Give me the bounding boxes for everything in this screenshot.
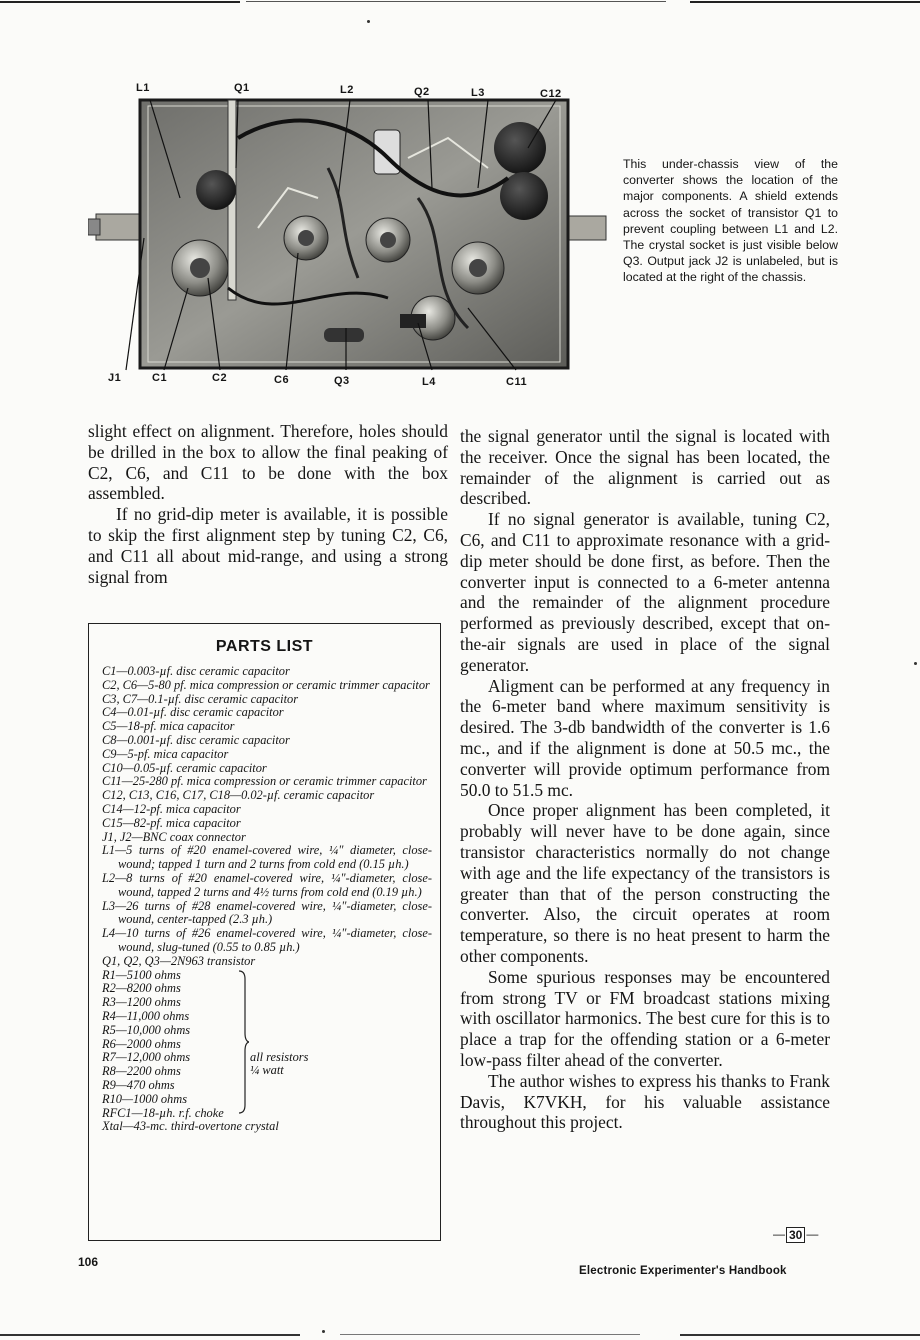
print-speck	[322, 1330, 325, 1333]
left-column	[88, 421, 448, 587]
right-paragraph: the signal generator until the signal is located with the receiver. Once the signal has been located, the remainder of the alignment is carried out as described.	[460, 426, 830, 509]
running-footer: Electronic Experimenter's Handbook	[579, 1265, 787, 1277]
parts-item: C2, C6—5-80 pf. mica compression or ceramic trimmer capacitor	[102, 677, 430, 692]
label-l3: L3	[471, 87, 485, 99]
label-l2: L2	[340, 84, 354, 96]
right-column	[460, 426, 830, 1133]
right-paragraph: If no signal generator is available, tuning C2, C6, and C11 to approximate resonance with a grid-dip meter should be done first, as before. Then the converter input is connected to a 6-meter antenna and the remainder of the alignment procedure performed as previously described, except that on-the-air signals are used in place of the signal generator.	[460, 509, 830, 675]
parts-list	[102, 665, 432, 1134]
parts-item: C11—25-280 pf. mica compression or ceramic trimmer capacitor	[102, 774, 427, 789]
parts-item: C10—0.05-µf. ceramic capacitor	[102, 760, 267, 775]
label-c2: C2	[212, 372, 228, 384]
parts-item: C15—82-pf. mica capacitor	[102, 815, 241, 830]
parts-item: C14—12-pf. mica capacitor	[102, 801, 241, 816]
converter-chassis-image	[88, 78, 608, 398]
bottom-border	[0, 1334, 920, 1337]
resistor-note-line: all resistors	[250, 1049, 309, 1064]
right-paragraph: Some spurious responses may be encountered from strong TV or FM broadcast stations mixing with oscillator harmonics. The best cure for this is to place a trap for the offending station or a 6-meter low-pass filter ahead of the converter.	[460, 966, 830, 1070]
resistor-item: R5—10,000 ohms	[102, 1022, 191, 1037]
label-l4: L4	[422, 376, 436, 388]
parts-item: C5—18-pf. mica capacitor	[102, 719, 235, 734]
print-speck	[367, 20, 370, 23]
resistor-note-line: ¼ watt	[250, 1063, 284, 1078]
parts-list-title: PARTS LIST	[215, 638, 314, 655]
parts-item: RFC1—18-µh. r.f. choke	[102, 1105, 224, 1120]
print-speck	[914, 662, 917, 665]
label-c1: C1	[152, 372, 168, 384]
page-number: 106	[78, 1255, 99, 1269]
parts-item: J1, J2—BNC coax connector	[102, 829, 246, 844]
parts-item: Q1, Q2, Q3—2N963 transistor	[102, 953, 256, 968]
chassis-photo	[88, 78, 608, 398]
parts-item: C3, C7—0.1-µf. disc ceramic capacitor	[102, 691, 299, 706]
label-c12: C12	[540, 88, 562, 100]
parts-item: L2—8 turns of #20 enamel-covered wire, ¼"-diameter, close-wound, tapped 2 turns and 4½ turns from cold end (0.19 µh.)	[102, 870, 432, 899]
label-q3: Q3	[334, 375, 350, 387]
resistor-item: R1—5100 ohms	[102, 967, 181, 982]
resistor-note	[250, 1051, 308, 1079]
end-of-article-mark: — 30 —	[786, 1227, 805, 1243]
resistor-item: R2—8200 ohms	[102, 981, 181, 996]
label-c6: C6	[274, 374, 290, 386]
parts-item: C4—0.01-µf. disc ceramic capacitor	[102, 705, 284, 720]
parts-item: C12, C13, C16, C17, C18—0.02-µf. ceramic capacitor	[102, 788, 375, 803]
parts-list-box	[88, 623, 441, 1241]
resistor-item: R3—1200 ohms	[102, 995, 181, 1010]
resistor-item: R10—1000 ohms	[102, 1091, 188, 1106]
right-paragraph: Once proper alignment has been completed, it probably will never have to be done again, since transistor characteristics normally do not change with age and the life expectancy of the transistors is greater than that of the person constructing the converter. Also, the circuit operates at room temperature, so there is no heat present to harm the other components.	[460, 800, 830, 966]
parts-item: C8—0.001-µf. disc ceramic capacitor	[102, 732, 290, 747]
parts-item: C9—5-pf. mica capacitor	[102, 746, 229, 761]
label-q1: Q1	[234, 82, 250, 94]
parts-item: C1—0.003-µf. disc ceramic capacitor	[102, 664, 290, 678]
figure-caption: This under-chassis view of the converter shows the location of the major components. A shield extends across the socket of transistor Q1 to prevent coupling between L1 and L2. The crystal socket is just visible below Q3. Output jack J2 is unlabeled, but is located at the right of the chassis.	[623, 157, 838, 285]
right-paragraph: The author wishes to express his thanks to Frank Davis, K7VKH, for his valuable assistance throughout this project.	[460, 1070, 830, 1133]
resistor-item: R4—11,000 ohms	[102, 1008, 190, 1023]
resistor-item: R9—470 ohms	[102, 1077, 175, 1092]
label-l1: L1	[136, 82, 150, 94]
parts-item: L3—26 turns of #28 enamel-covered wire, ¼"-diameter, close-wound, center-tapped (2.3 µh.)	[102, 898, 432, 927]
parts-item: L1—5 turns of #20 enamel-covered wire, ¼" diameter, close-wound; tapped 1 turn and 2 turns from cold end (0.15 µh.)	[102, 843, 432, 872]
right-paragraph: Aligment can be performed at any frequency in the 6-meter band where maximum sensitivity is desired. The 3-db bandwidth of the converter is 1.6 mc., and if the alignment is done at 50.5 mc., the converter will provide optimum performance from 50.0 to 51.5 mc.	[460, 675, 830, 800]
parts-item: L4—10 turns of #26 enamel-covered wire, ¼"-diameter, close-wound, slug-tuned (0.55 to 0.85 µh.)	[102, 926, 432, 954]
label-c11: C11	[506, 376, 528, 388]
left-paragraph: If no grid-dip meter is available, it is possible to skip the first alignment step by tuning C2, C6, and C11 all about mid-range, and using a strong signal from	[88, 504, 448, 587]
resistor-item: R7—12,000 ohms	[102, 1050, 191, 1065]
resistor-brace	[237, 969, 249, 1115]
resistor-item: R8—2200 ohms	[102, 1064, 181, 1079]
resistor-item: R6—2000 ohms	[102, 1036, 181, 1051]
label-q2: Q2	[414, 86, 430, 98]
label-j1: J1	[108, 372, 122, 384]
top-border	[0, 0, 920, 5]
parts-item: Xtal—43-mc. third-overtone crystal	[102, 1119, 279, 1134]
left-paragraph: slight effect on alignment. Therefore, holes should be drilled in the box to allow the final peaking of C2, C6, and C11 to be done with the box assembled.	[88, 421, 448, 504]
resistor-group	[102, 969, 432, 1107]
